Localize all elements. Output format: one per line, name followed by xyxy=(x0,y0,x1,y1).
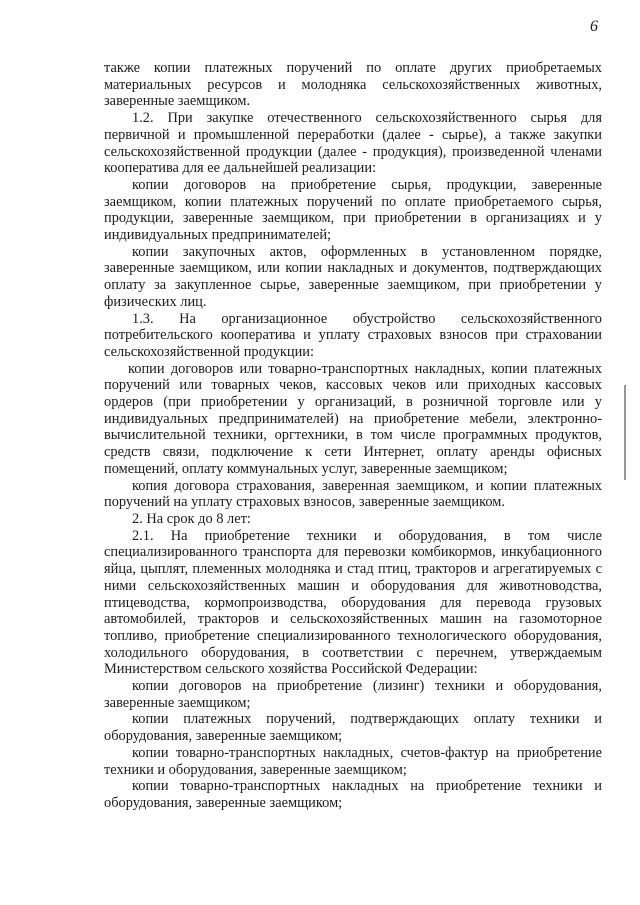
paragraph-section-2-1: 2.1. На приобретение техники и оборудования, в том числе специализированного транспорта для перевозки комбикормов, инкубационного яйца, цыплят, племенных молодняка и стад птиц, тракторов и агрегатируемых с ними сельскохозяйственных машин и оборудования для животноводства, птицеводства, кормопроизводства, оборудования для перевода грузовых автомобилей, тракторов и сельскохозяйственных машин на газомоторное топливо, приобретение специализированного технологического оборудования, холодильного оборудования, в соответствии с перечнем, утверждаемым Министерством сельского хозяйства Российской Федерации: xyxy=(104,527,602,678)
document-body xyxy=(104,60,602,812)
paragraph-section-1-2: 1.2. При закупке отечественного сельскохозяйственного сырья для первичной и промышленной переработки (далее - сырье), а также закупки сельскохозяйственной продукции (далее - продукция), произведенной членами кооператива для ее дальнейшей реализации: xyxy=(104,110,602,177)
paragraph-list-item: копии договоров или товарно-транспортных накладных, копии платежных поручений или товарных чеков, кассовых чеков или приходных кассовых ордеров (при приобретении у организаций, в розничной торговле или у индивидуальных предпринимателей) на приобретение мебели, электронно-вычислительной техники, оргтехники, в том числе программных продуктов, средств связи, подключение к сети Интернет, оплату аренды офисных помещений, оплату коммунальных услуг, заверенные заемщиком; xyxy=(104,360,602,477)
paragraph-continuation: также копии платежных поручений по оплате других приобретаемых материальных ресурсов и молодняка сельскохозяйственных животных, заверенные заемщиком. xyxy=(104,60,602,110)
scan-edge-mark xyxy=(624,385,626,480)
paragraph-list-item: копии договоров на приобретение (лизинг) техники и оборудования, заверенные заемщиком; xyxy=(104,678,602,711)
paragraph-section-2: 2. На срок до 8 лет: xyxy=(132,510,251,527)
paragraph-list-item: копии товарно-транспортных накладных на приобретение техники и оборудования, заверенные заемщиком; xyxy=(104,778,602,811)
paragraph-list-item: копии закупочных актов, оформленных в установленном порядке, заверенные заемщиком, или копии накладных и документов, подтверждающих оплату за закупленное сырье, заверенные заемщиком, при приобретении у физических лиц. xyxy=(104,243,602,310)
page-number: 6 xyxy=(590,18,598,35)
paragraph-section-1-3: 1.3. На организационное обустройство сельскохозяйственного потребительского кооператива и уплату страховых взносов при страховании сельскохозяйственной продукции: xyxy=(104,310,602,360)
paragraph-list-item: копии платежных поручений, подтверждающих оплату техники и оборудования, заверенные заемщиком; xyxy=(104,711,602,745)
paragraph-list-item: копии товарно-транспортных накладных, счетов-фактур на приобретение техники и оборудования, заверенные заемщиком; xyxy=(104,744,602,778)
paragraph-list-item: копия договора страхования, заверенная заемщиком, и копии платежных поручений на уплату страховых взносов, заверенные заемщиком. xyxy=(104,477,602,511)
paragraph-list-item: копии договоров на приобретение сырья, продукции, заверенные заемщиком, копии платежных поручений по оплате приобретаемого сырья, продукции, заверенные заемщиком, при приобретении в организациях и у индивидуальных предпринимателей; xyxy=(104,176,602,244)
